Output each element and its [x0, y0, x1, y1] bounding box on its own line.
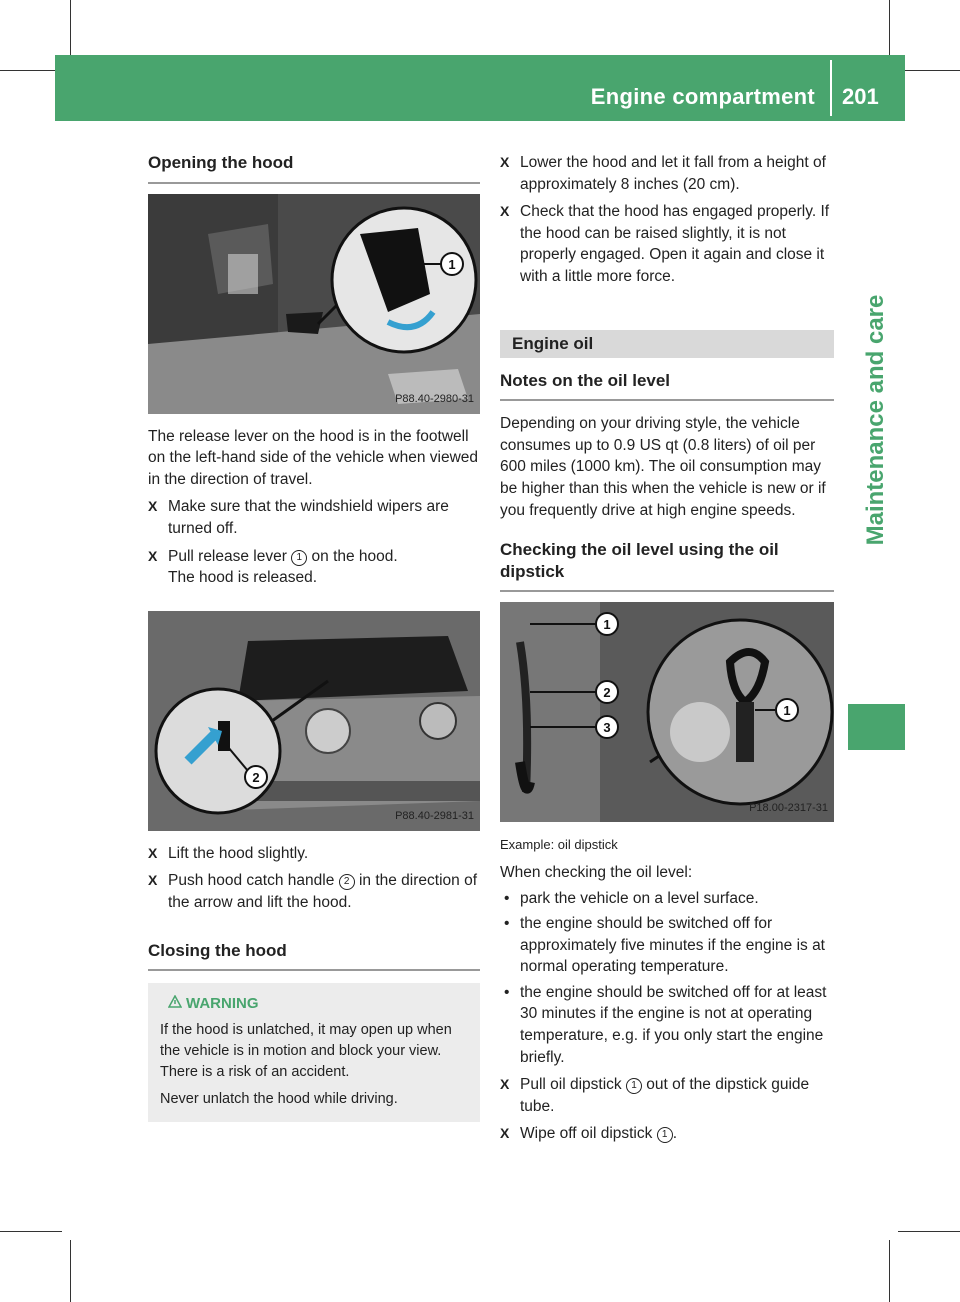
step-text: on the hood.: [311, 547, 398, 565]
bullet-icon: •: [504, 915, 510, 933]
step-text: .: [672, 1125, 678, 1143]
svg-text:3: 3: [603, 720, 611, 736]
notes-paragraph: Depending on your driving style, the vehicle consumes up to 0.9 US qt (0.8 liters) of oil per 600 miles (1000 km). The oil consumption may be higher than this when the vehicle is new or if you frequently drive at high engine speeds.: [500, 415, 826, 519]
crop-mark: [889, 0, 890, 62]
crop-mark: [889, 1240, 890, 1302]
step-text: Pull release lever: [168, 547, 287, 565]
step-arrow-icon: X: [500, 1125, 510, 1142]
step-text: Wipe off oil dipstick: [520, 1125, 653, 1143]
crop-mark: [0, 1231, 62, 1232]
step-item: [148, 870, 480, 913]
crop-mark: [70, 1240, 71, 1302]
bullet-text: the engine should be switched off for approximately five minutes if the engine is at normal operating temperature.: [520, 915, 825, 976]
page-number: 201: [842, 84, 879, 109]
section-bar-engine-oil: Engine oil: [500, 330, 834, 358]
bullet-icon: •: [504, 889, 510, 907]
svg-text:1: 1: [448, 256, 456, 272]
heading-rule: [500, 590, 834, 592]
figure-code: P88.40-2981-31: [395, 810, 474, 823]
heading-rule: [148, 182, 480, 184]
heading-rule: [148, 969, 480, 971]
svg-text:1: 1: [783, 703, 791, 719]
crop-mark: [70, 0, 71, 62]
figure-caption: Example: oil dipstick: [500, 837, 618, 853]
list-item: [500, 982, 834, 1068]
side-tab-marker: [848, 704, 905, 750]
warning-triangle-icon: [168, 995, 182, 1008]
section-title: Engine compartment: [590, 84, 815, 109]
step-text: Lift the hood slightly.: [168, 844, 309, 862]
step-item: [148, 843, 480, 865]
svg-text:2: 2: [252, 769, 260, 785]
intro-paragraph: The release lever on the hood is in the footwell on the left-hand side of the vehicle when viewed in the direction of travel.: [148, 427, 479, 488]
step-text: out of the dipstick guide tube.: [520, 1076, 810, 1115]
side-tab-label: Maintenance and care: [862, 294, 889, 546]
svg-text:1: 1: [603, 617, 611, 633]
bullet-text: park the vehicle on a level surface.: [520, 889, 759, 907]
step-item: [500, 201, 834, 287]
crop-mark: [898, 1231, 960, 1232]
step-arrow-icon: X: [148, 872, 158, 889]
bullet-text: the engine should be switched off for at least 30 minutes if the engine is not at operating temperature, e.g. if you only start the engine briefly.: [520, 983, 827, 1066]
step-text: Pull oil dipstick: [520, 1076, 622, 1094]
step-text: Push hood catch handle: [168, 872, 335, 890]
header-divider: [830, 60, 832, 116]
figure-hood-catch: [148, 611, 480, 831]
when-text: When checking the oil level:: [500, 863, 693, 881]
list-item: [500, 888, 834, 910]
bullet-icon: •: [504, 983, 510, 1001]
warning-text: If the hood is unlatched, it may open up when the vehicle is in motion and block your view. There is a risk of an accident.: [160, 1022, 452, 1081]
step-item: [500, 1123, 834, 1145]
callout-number: 2: [339, 874, 355, 890]
step-arrow-icon: X: [148, 547, 158, 564]
warning-box: [148, 983, 480, 1122]
right-column: [500, 152, 834, 1145]
step-arrow-icon: X: [148, 498, 158, 515]
warning-title: [160, 993, 468, 1014]
step-text: Check that the hood has engaged properly. If the hood can be raised slightly, it is not properly engaged. Open it again and close it with a little more force.: [520, 203, 830, 285]
callout-number: 1: [657, 1127, 673, 1143]
step-text: in the direction of the arrow and lift the hood.: [168, 872, 477, 911]
warning-text: Never unlatch the hood while driving.: [160, 1091, 398, 1108]
step-item: [500, 152, 834, 195]
figure-release-lever: [148, 194, 480, 414]
warning-label: WARNING: [186, 995, 259, 1013]
oil-dipstick-illustration: [500, 602, 834, 822]
callout-number: 1: [291, 550, 307, 566]
step-text: Make sure that the windshield wipers are turned off.: [168, 498, 449, 537]
heading-opening-hood: Opening the hood: [148, 153, 294, 172]
list-item: [500, 913, 834, 978]
crop-mark: [0, 70, 62, 71]
figure-oil-dipstick: [500, 602, 834, 822]
step-result: The hood is released.: [168, 569, 318, 587]
hood-catch-illustration: [148, 611, 480, 831]
svg-text:2: 2: [603, 685, 611, 701]
step-arrow-icon: X: [500, 1076, 510, 1093]
figure-code: P88.40-2980-31: [395, 393, 474, 405]
step-arrow-icon: X: [148, 844, 158, 861]
figure-code: P18.00-2317-31: [749, 801, 828, 814]
release-lever-illustration: [148, 194, 480, 414]
step-text: Lower the hood and let it fall from a height of approximately 8 inches (20 cm).: [520, 154, 826, 193]
step-item: [148, 496, 480, 539]
step-arrow-icon: X: [500, 154, 510, 170]
crop-mark: [898, 70, 960, 71]
step-arrow-icon: X: [500, 203, 510, 220]
left-column: [148, 152, 480, 1122]
step-item: [500, 1074, 834, 1117]
callout-number: 1: [626, 1078, 642, 1094]
heading-checking-oil: Checking the oil level using the oil dipstick: [500, 540, 779, 581]
heading-notes-oil-level: Notes on the oil level: [500, 370, 671, 390]
heading-closing-hood: Closing the hood: [148, 940, 287, 960]
step-item: [148, 546, 480, 589]
heading-rule: [500, 399, 834, 401]
